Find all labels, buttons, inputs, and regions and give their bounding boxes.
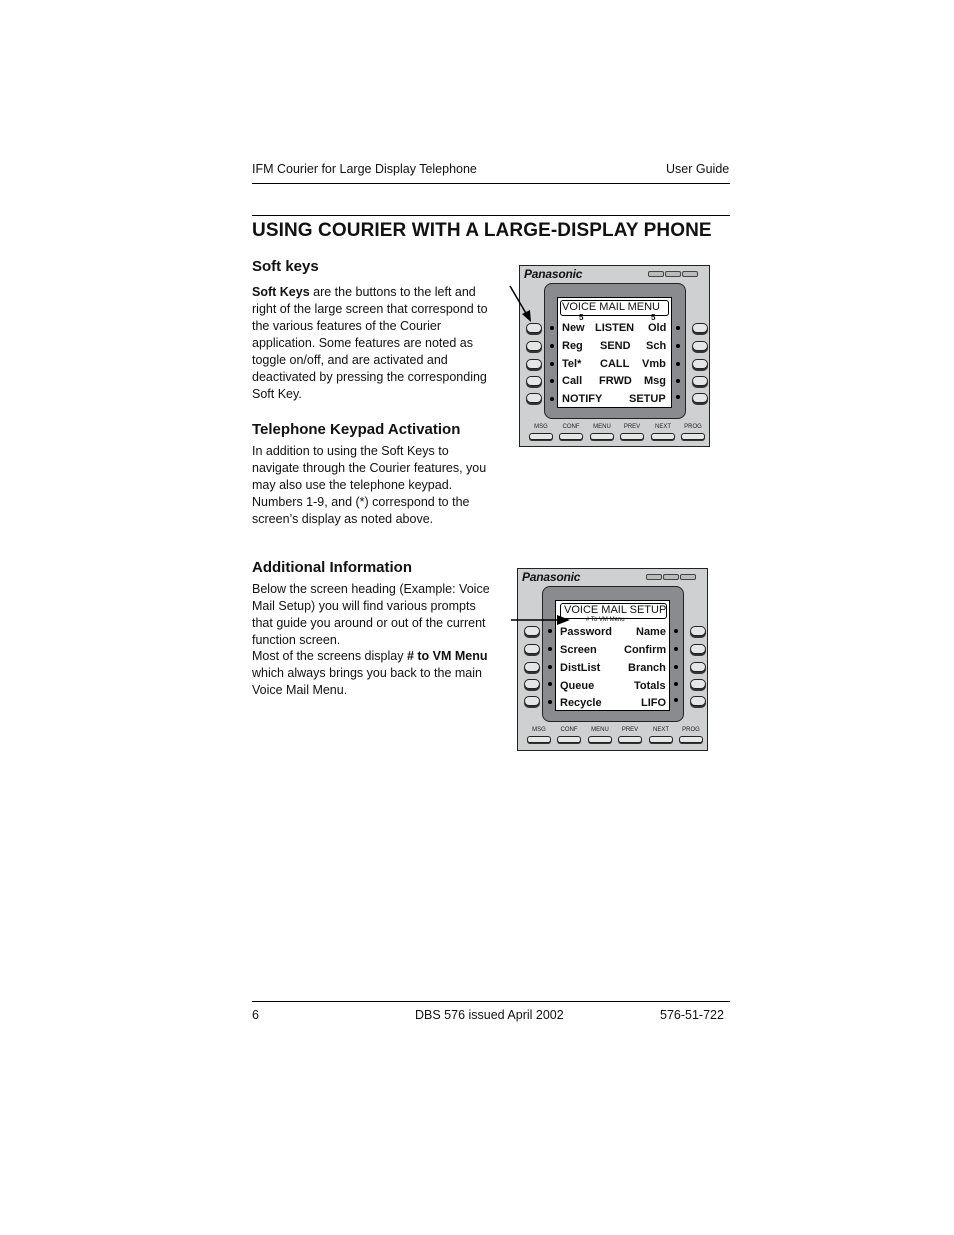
indicator-dot	[548, 682, 552, 686]
lcd-cell: Screen	[560, 644, 597, 656]
function-key-label: PREV	[623, 424, 641, 430]
indicator-light	[665, 271, 681, 277]
lcd-cell: Reg	[562, 340, 583, 352]
soft-key-right-1[interactable]	[690, 626, 706, 636]
page-title: USING COURIER WITH A LARGE-DISPLAY PHONE	[252, 220, 712, 241]
soft-keys-text: are the buttons to the left and right of the large screen that correspond to the various features of the Courier application. Some features are noted as toggle on/off, and are activated and deactivated by pressing the corresponding Soft Key.	[252, 285, 488, 401]
function-key-prev[interactable]	[620, 433, 644, 440]
lcd-cell: FRWD	[599, 375, 632, 387]
lcd-title: VOICE MAIL MENU	[562, 301, 660, 313]
lcd-cell: NOTIFY	[562, 393, 603, 405]
soft-keys-bold: Soft Keys	[252, 285, 310, 299]
soft-key-right-1[interactable]	[692, 323, 708, 333]
indicator-dot	[548, 647, 552, 651]
soft-keys-paragraph	[252, 284, 498, 403]
function-key-msg[interactable]	[529, 433, 553, 440]
function-key-label: NEXT	[652, 727, 669, 733]
function-key-label: CONF	[560, 727, 578, 733]
indicator-dot	[674, 665, 678, 669]
lcd-screen	[555, 600, 670, 711]
lcd-cell: Totals	[634, 680, 666, 692]
soft-key-right-3[interactable]	[692, 359, 708, 369]
indicator-dot	[550, 326, 554, 330]
additional-paragraph-1	[252, 581, 498, 649]
function-key-menu[interactable]	[588, 736, 612, 743]
keypad-number-right: 5	[651, 313, 656, 322]
lcd-cell: LISTEN	[595, 322, 635, 334]
soft-key-left-2[interactable]	[526, 341, 542, 351]
indicator-dot	[676, 362, 680, 366]
function-key-label: MENU	[593, 424, 611, 430]
function-key-label: PREV	[621, 727, 639, 733]
keypad-number-left: 5	[579, 313, 584, 322]
keypad-paragraph	[252, 443, 498, 528]
soft-key-left-2[interactable]	[524, 644, 540, 654]
lcd-cell: Password	[560, 626, 612, 638]
lcd-cell: Confirm	[624, 644, 667, 656]
running-header-right: User Guide	[666, 162, 730, 176]
function-key-prev[interactable]	[618, 736, 642, 743]
page-number: 6	[252, 1008, 259, 1022]
indicator-light	[682, 271, 698, 277]
function-key-label: PROG	[684, 424, 702, 430]
function-key-label: MSG	[534, 424, 548, 430]
indicator-dot	[674, 647, 678, 651]
function-key-menu[interactable]	[590, 433, 614, 440]
additional-text-1: Below the screen heading (Example: Voice Mail Setup) you will find various prompts that guide you around or out of the current function screen.	[252, 582, 490, 647]
soft-key-left-3[interactable]	[526, 359, 542, 369]
indicator-dot	[550, 397, 554, 401]
indicator-dot	[548, 629, 552, 633]
additional-text-2-bold: # to VM Menu	[406, 649, 488, 663]
lcd-cell: Name	[636, 626, 666, 638]
arrow-icon	[510, 612, 572, 628]
indicator-light	[648, 271, 664, 277]
soft-keys-heading: Soft keys	[252, 258, 319, 275]
lcd-cell: Tel*	[562, 358, 582, 370]
footer-rule	[252, 1001, 730, 1002]
indicator-dot	[674, 682, 678, 686]
indicator-dot	[548, 700, 552, 704]
indicator-dot	[550, 379, 554, 383]
brand-logo: Panasonic	[524, 267, 583, 281]
indicator-dot	[676, 379, 680, 383]
function-key-prog[interactable]	[679, 736, 703, 743]
arrow-icon	[505, 283, 535, 325]
indicator-light	[646, 574, 662, 580]
phone-illustration-menu	[519, 265, 710, 447]
keypad-text: In addition to using the Soft Keys to navigate through the Courier features, you may also use the telephone keypad. Numbers 1-9, and (*) correspond to the screen’s display as noted above.	[252, 444, 487, 526]
lcd-cell: Queue	[560, 680, 595, 692]
indicator-dot	[676, 395, 680, 399]
lcd-subtitle: # To VM Menu	[586, 617, 625, 623]
indicator-dot	[550, 362, 554, 366]
soft-key-right-5[interactable]	[692, 393, 708, 403]
soft-key-right-3[interactable]	[690, 662, 706, 672]
soft-key-left-4[interactable]	[526, 376, 542, 386]
soft-key-right-2[interactable]	[692, 341, 708, 351]
function-key-msg[interactable]	[527, 736, 551, 743]
soft-key-right-4[interactable]	[690, 679, 706, 689]
function-key-label: MSG	[532, 727, 546, 733]
soft-key-left-4[interactable]	[524, 679, 540, 689]
function-key-conf[interactable]	[559, 433, 583, 440]
indicator-dot	[548, 665, 552, 669]
soft-key-right-4[interactable]	[692, 376, 708, 386]
lcd-cell: LIFO	[641, 697, 667, 709]
header-rule	[252, 183, 730, 184]
indicator-dot	[550, 344, 554, 348]
lcd-cell: CALL	[600, 358, 630, 370]
indicator-dot	[676, 344, 680, 348]
lcd-cell: Branch	[628, 662, 666, 674]
indicator-light	[680, 574, 696, 580]
function-key-conf[interactable]	[557, 736, 581, 743]
indicator-dot	[674, 629, 678, 633]
additional-heading: Additional Information	[252, 559, 412, 576]
additional-text-2-pre: Most of the screens display	[252, 649, 407, 663]
phone-illustration-setup	[517, 568, 708, 751]
lcd-cell: SEND	[600, 340, 631, 352]
footer-doc-number: 576-51-722	[660, 1008, 724, 1022]
lcd-cell: New	[562, 322, 585, 334]
lcd-cell: Msg	[644, 375, 666, 387]
keypad-heading: Telephone Keypad Activation	[252, 421, 461, 438]
lcd-cell: SETUP	[629, 393, 666, 405]
lcd-cell: Sch	[646, 340, 667, 352]
indicator-dot	[674, 698, 678, 702]
function-key-label: NEXT	[654, 424, 671, 430]
function-key-prog[interactable]	[681, 433, 705, 440]
soft-key-left-5[interactable]	[524, 696, 540, 706]
function-key-label: PROG	[682, 727, 700, 733]
soft-key-right-5[interactable]	[690, 696, 706, 706]
footer-issue: DBS 576 issued April 2002	[415, 1008, 564, 1022]
brand-logo: Panasonic	[522, 570, 581, 584]
soft-key-right-2[interactable]	[690, 644, 706, 654]
lcd-cell: Old	[648, 322, 667, 334]
lcd-cell: Vmb	[642, 358, 666, 370]
function-key-next[interactable]	[651, 433, 675, 440]
lcd-cell: Call	[562, 375, 583, 387]
function-key-label: CONF	[562, 424, 580, 430]
additional-text-2-post: which always brings you back to the main Voice Mail Menu.	[252, 666, 482, 697]
function-key-label: MENU	[591, 727, 609, 733]
running-header-title: IFM Courier for Large Display Telephone	[252, 162, 477, 176]
lcd-cell: DistList	[560, 662, 601, 674]
lcd-title: VOICE MAIL SETUP	[564, 604, 667, 616]
indicator-light	[663, 574, 679, 580]
soft-key-left-5[interactable]	[526, 393, 542, 403]
additional-paragraph-2	[252, 648, 498, 699]
function-key-next[interactable]	[649, 736, 673, 743]
indicator-dot	[676, 326, 680, 330]
lcd-screen	[557, 297, 672, 408]
title-rule	[252, 215, 730, 216]
soft-key-left-3[interactable]	[524, 662, 540, 672]
lcd-cell: Recycle	[560, 697, 602, 709]
